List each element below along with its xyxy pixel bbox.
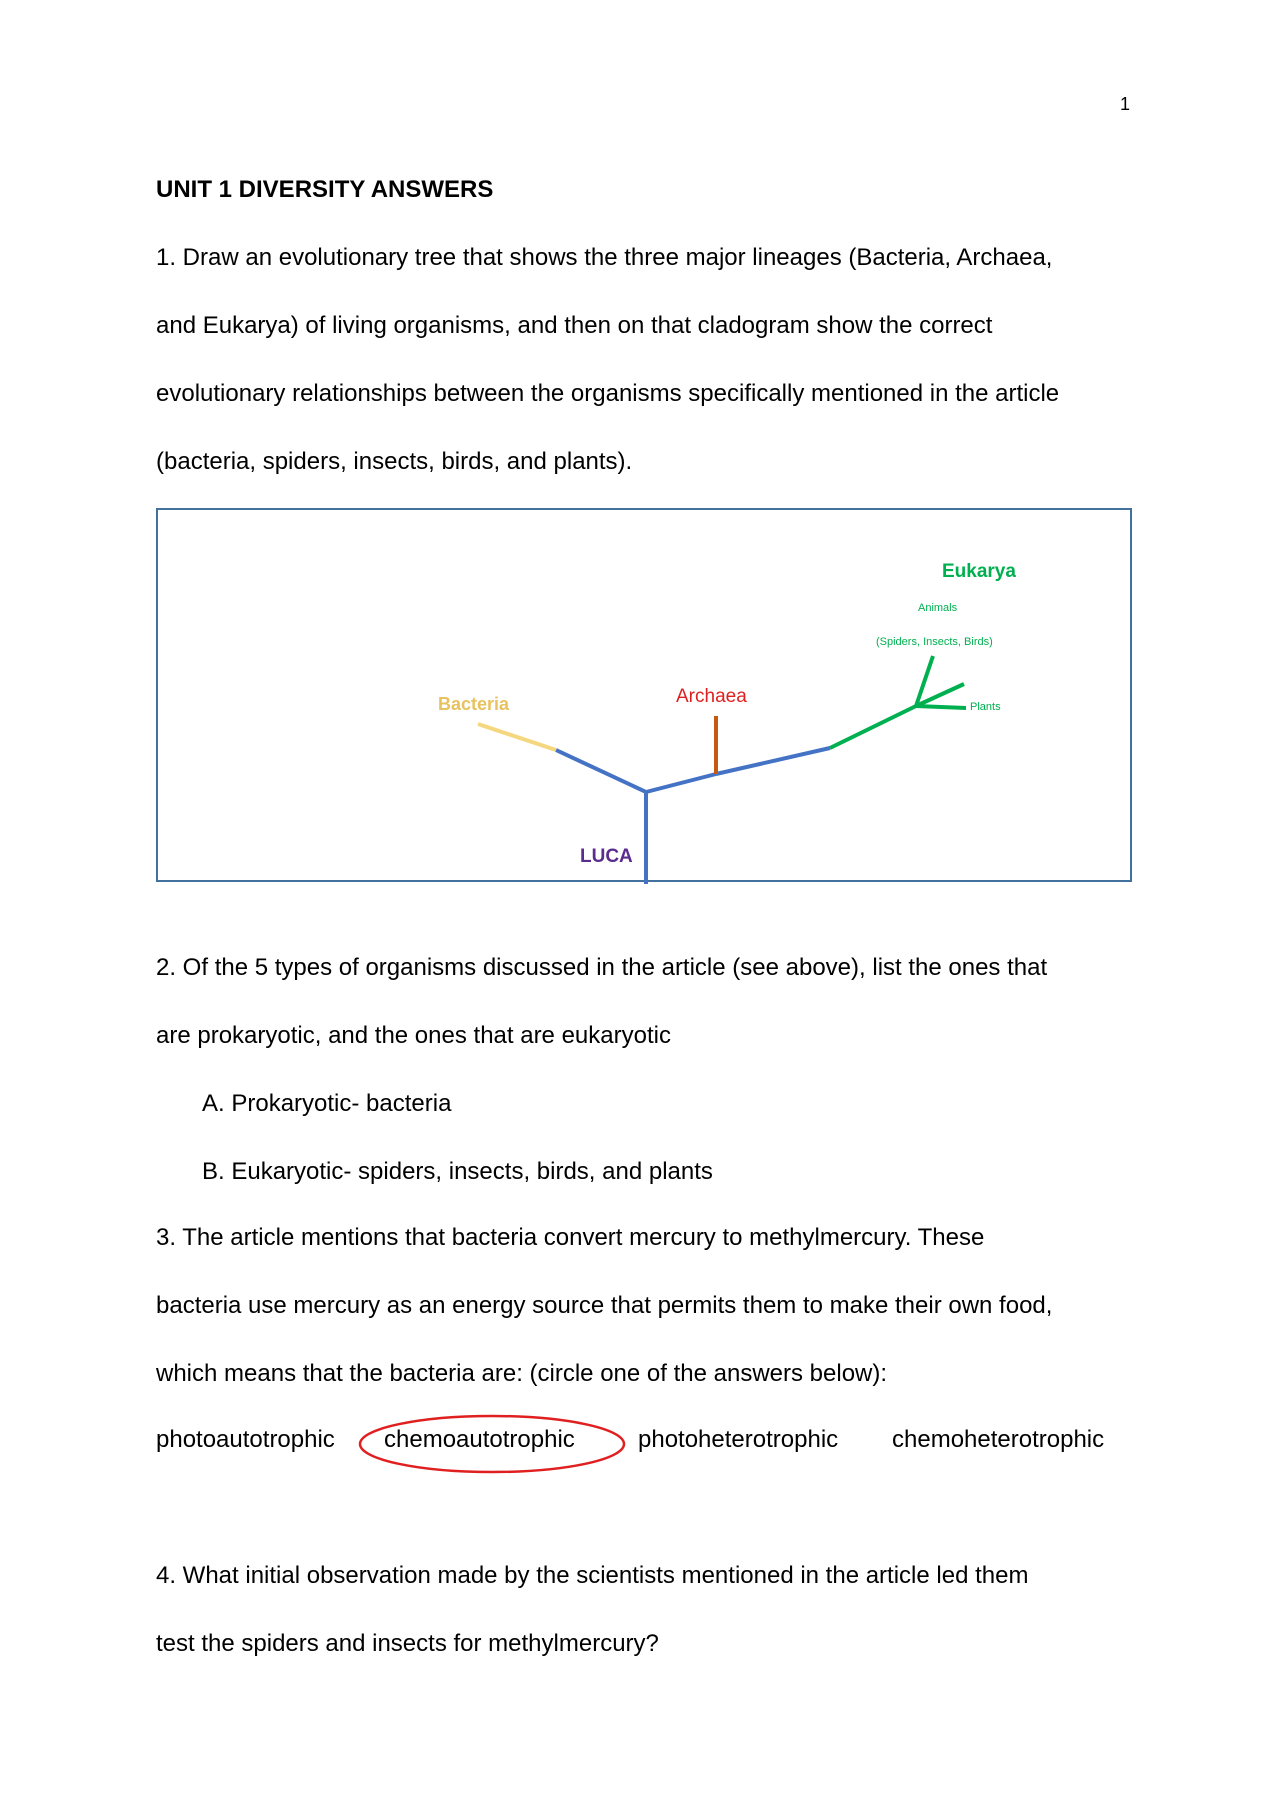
bacteria-branch [478, 724, 556, 750]
evolutionary-tree-diagram [158, 510, 1134, 884]
bacteria-stem-branch [556, 750, 646, 792]
evolutionary-tree-figure [156, 508, 1132, 882]
question-1-line-1: 1. Draw an evolutionary tree that shows the three major lineages (Bacteria, Archaea, [156, 244, 1053, 271]
option-chemoautotrophic: chemoautotrophic [384, 1426, 575, 1453]
question-1-line-4: (bacteria, spiders, insects, birds, and plants). [156, 448, 633, 475]
question-4-line-2: test the spiders and insects for methylmercury? [156, 1630, 659, 1657]
bacteria-label: Bacteria [438, 694, 510, 714]
page-heading: UNIT 1 DIVERSITY ANSWERS [156, 176, 494, 203]
eukarya-branch [830, 706, 916, 748]
eukarya-stem-branch [716, 748, 830, 774]
question-4-line-1: 4. What initial observation made by the scientists mentioned in the article led them [156, 1562, 1029, 1589]
option-chemoheterotrophic: chemoheterotrophic [892, 1426, 1105, 1453]
question-1-line-3: evolutionary relationships between the organisms specifically mentioned in the article [156, 380, 1060, 407]
archaea-eukarya-stem-branch [646, 774, 716, 792]
page-number: 1 [1120, 94, 1131, 114]
animals-label: Animals [918, 602, 958, 614]
luca-label: LUCA [580, 846, 633, 867]
option-photoheterotrophic: photoheterotrophic [638, 1426, 839, 1453]
question-2-line-2: are prokaryotic, and the ones that are eukaryotic [156, 1022, 671, 1049]
animals-detail-label: (Spiders, Insects, Birds) [876, 636, 993, 648]
answer-item-prokaryotic: A. Prokaryotic- bacteria [202, 1090, 452, 1117]
question-3-line-3: which means that the bacteria are: (circle one of the answers below): [156, 1360, 888, 1387]
option-photoautotrophic: photoautotrophic [156, 1426, 335, 1453]
eukarya-label: Eukarya [942, 561, 1016, 582]
question-2-line-1: 2. Of the 5 types of organisms discussed in the article (see above), list the ones that [156, 954, 1048, 981]
plants-label: Plants [970, 701, 1001, 713]
answer-item-eukaryotic: B. Eukaryotic- spiders, insects, birds, and plants [202, 1158, 713, 1185]
archaea-label: Archaea [676, 686, 747, 707]
question-3-line-2: bacteria use mercury as an energy source that permits them to make their own food, [156, 1292, 1053, 1319]
question-3-line-1: 3. The article mentions that bacteria convert mercury to methylmercury. These [156, 1224, 985, 1251]
plants-branch [916, 706, 966, 708]
question-1-line-2: and Eukarya) of living organisms, and then on that cladogram show the correct [156, 312, 993, 339]
